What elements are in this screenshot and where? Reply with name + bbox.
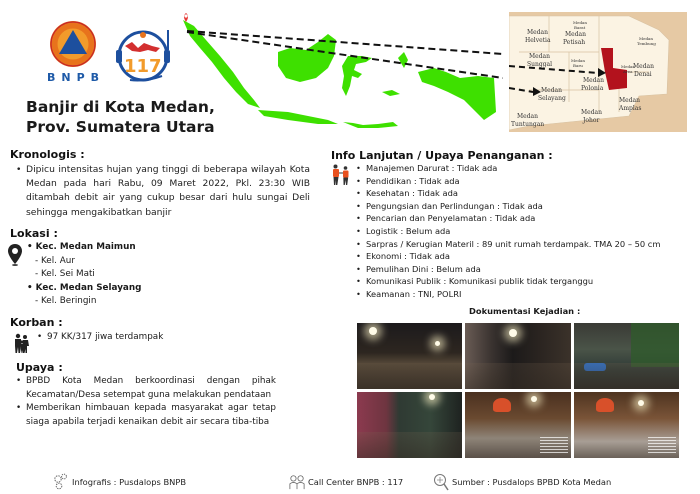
svg-text:Medan: Medan <box>565 31 586 38</box>
photo-flooded-houses-3 <box>574 323 679 389</box>
medan-inset-map <box>509 12 687 132</box>
upaya-heading: Upaya : <box>16 361 63 374</box>
kecamatan-medan-maimun: • Kec. Medan Maimun <box>27 242 136 252</box>
info-item-pendidikan: • Pendidikan : Tidak ada <box>356 175 696 188</box>
svg-text:Area: Area <box>623 69 633 74</box>
bnpb-logo <box>44 20 102 106</box>
svg-text:Barat: Barat <box>574 25 586 30</box>
svg-text:Medan: Medan <box>529 53 550 60</box>
svg-text:Denai: Denai <box>634 71 652 78</box>
footer-call-center <box>289 473 403 491</box>
kronologis-item: • Dipicu intensitas hujan yang tinggi di beberapa wilayah Kota Medan pada hari Rabu, 09 Maret 2022, Pkl. 23:30 WIB ditambah debit air yang cukup besar dari hulu sungai Deli sehingga mengakibatkan banjir <box>16 163 310 220</box>
info-item-kesehatan: • Kesehatan : Tidak ada <box>356 187 696 200</box>
svg-text:Medan: Medan <box>517 113 538 120</box>
svg-text:Medan: Medan <box>633 63 654 70</box>
photo-flooded-alley-2 <box>465 323 570 389</box>
rescue-workers-icon <box>331 164 351 186</box>
indonesia-map <box>178 12 503 132</box>
svg-text:Medan: Medan <box>639 36 653 41</box>
photo-flooded-street-1 <box>357 323 462 389</box>
upaya-list <box>16 375 276 429</box>
title-line-1: Banjir di Kota Medan, <box>26 98 215 116</box>
kecamatan-medan-selayang: • Kec. Medan Selayang <box>27 282 142 293</box>
map-pin-icon <box>8 244 22 266</box>
korban-item: • 97 KK/317 jiwa terdampak <box>37 332 163 342</box>
footer-sumber <box>433 473 611 491</box>
call-center-117-logo <box>110 24 180 84</box>
svg-text:Medan: Medan <box>583 77 604 84</box>
footer-infografis-text: Infografis : Pusdalops BNPB <box>72 477 187 487</box>
info-item-sarpras: • Sarpras / Kerugian Materil : 89 unit rumah terdampak. TMA 20 – 50 cm <box>356 238 696 251</box>
svg-text:Medan: Medan <box>527 29 548 36</box>
photo-officer-6 <box>574 392 679 458</box>
info-item-pengungsian: • Pengungsian dan Perlindungan : Tidak ada <box>356 200 696 213</box>
kronologis-list <box>16 163 310 220</box>
lokasi-list <box>27 241 227 309</box>
info-lanjutan-list <box>356 162 696 301</box>
lokasi-heading: Lokasi : <box>10 227 58 240</box>
info-item-ekonomi: • Ekonomi : Tidak ada <box>356 250 696 263</box>
dokumentasi-heading: Dokumentasi Kejadian : <box>469 306 581 316</box>
svg-text:Baru: Baru <box>573 63 583 68</box>
location-marker-icon <box>184 13 188 22</box>
info-item-logistik: • Logistik : Belum ada <box>356 225 696 238</box>
svg-text:Medan: Medan <box>571 58 585 63</box>
svg-text:Petisah: Petisah <box>563 39 586 46</box>
svg-text:Polonia: Polonia <box>581 85 604 92</box>
call-center-agents-icon <box>289 473 305 491</box>
svg-text:Medan: Medan <box>541 87 562 94</box>
svg-text:Selayang: Selayang <box>538 95 566 102</box>
svg-text:Sunggal: Sunggal <box>527 61 553 68</box>
upaya-item: • Memberikan himbauan kepada masyarakat agar tetap siaga apabila terjadi kenaikan debit air secara tiba-tiba <box>16 402 276 429</box>
footer-call-center-text: Call Center BNPB : 117 <box>308 477 404 487</box>
footer-infografis <box>53 473 186 491</box>
svg-text:Medan: Medan <box>621 64 635 69</box>
svg-text:Tembung: Tembung <box>637 41 656 46</box>
kronologis-heading: Kronologis : <box>10 148 85 161</box>
upaya-item: • BPBD Kota Medan berkoordinasi dengan pihak Kecamatan/Desa setempat guna melakukan pendataan <box>16 375 276 402</box>
info-item-pencarian: • Pencarian dan Penyelamatan : Tidak ada <box>356 212 696 225</box>
info-lanjutan-heading: Info Lanjutan / Upaya Penanganan : <box>331 149 553 162</box>
svg-text:117: 117 <box>124 56 162 77</box>
photo-officer-5 <box>465 392 570 458</box>
info-item-komunikasi-publik: • Komunikasi Publik : Komunikasi publik tidak terganggu <box>356 275 696 288</box>
info-item-pemulihan-dini: • Pemulihan Dini : Belum ada <box>356 263 696 276</box>
svg-text:Medan: Medan <box>619 97 640 104</box>
svg-text:Amplas: Amplas <box>619 105 642 112</box>
info-item-keamanan: • Keamanan : TNI, POLRI <box>356 288 696 301</box>
svg-text:Helvetia: Helvetia <box>525 37 551 44</box>
info-item-manajemen-darurat: • Manajemen Darurat : Tidak ada <box>356 162 696 175</box>
footer-sumber-text: Sumber : Pusdalops BPBD Kota Medan <box>452 477 612 487</box>
family-icon <box>12 333 32 353</box>
korban-heading: Korban : <box>10 316 63 329</box>
gears-icon <box>53 473 69 491</box>
kelurahan-aur: - Kel. Aur <box>35 255 75 266</box>
photo-grid <box>357 323 679 458</box>
bnpb-logo-text: BNPB <box>47 71 106 84</box>
korban-list <box>37 332 163 342</box>
svg-text:Medan: Medan <box>573 20 587 25</box>
svg-text:Medan: Medan <box>581 109 602 116</box>
svg-text:Johor: Johor <box>583 117 600 124</box>
magnifier-icon <box>433 473 449 491</box>
kelurahan-sei-mati: - Kel. Sei Mati <box>35 269 95 280</box>
photo-flooded-yard-4 <box>357 392 462 458</box>
title-line-2: Prov. Sumatera Utara <box>26 118 215 136</box>
svg-text:Tuntungan: Tuntungan <box>511 121 545 128</box>
kelurahan-beringin: - Kel. Beringin <box>35 296 97 307</box>
